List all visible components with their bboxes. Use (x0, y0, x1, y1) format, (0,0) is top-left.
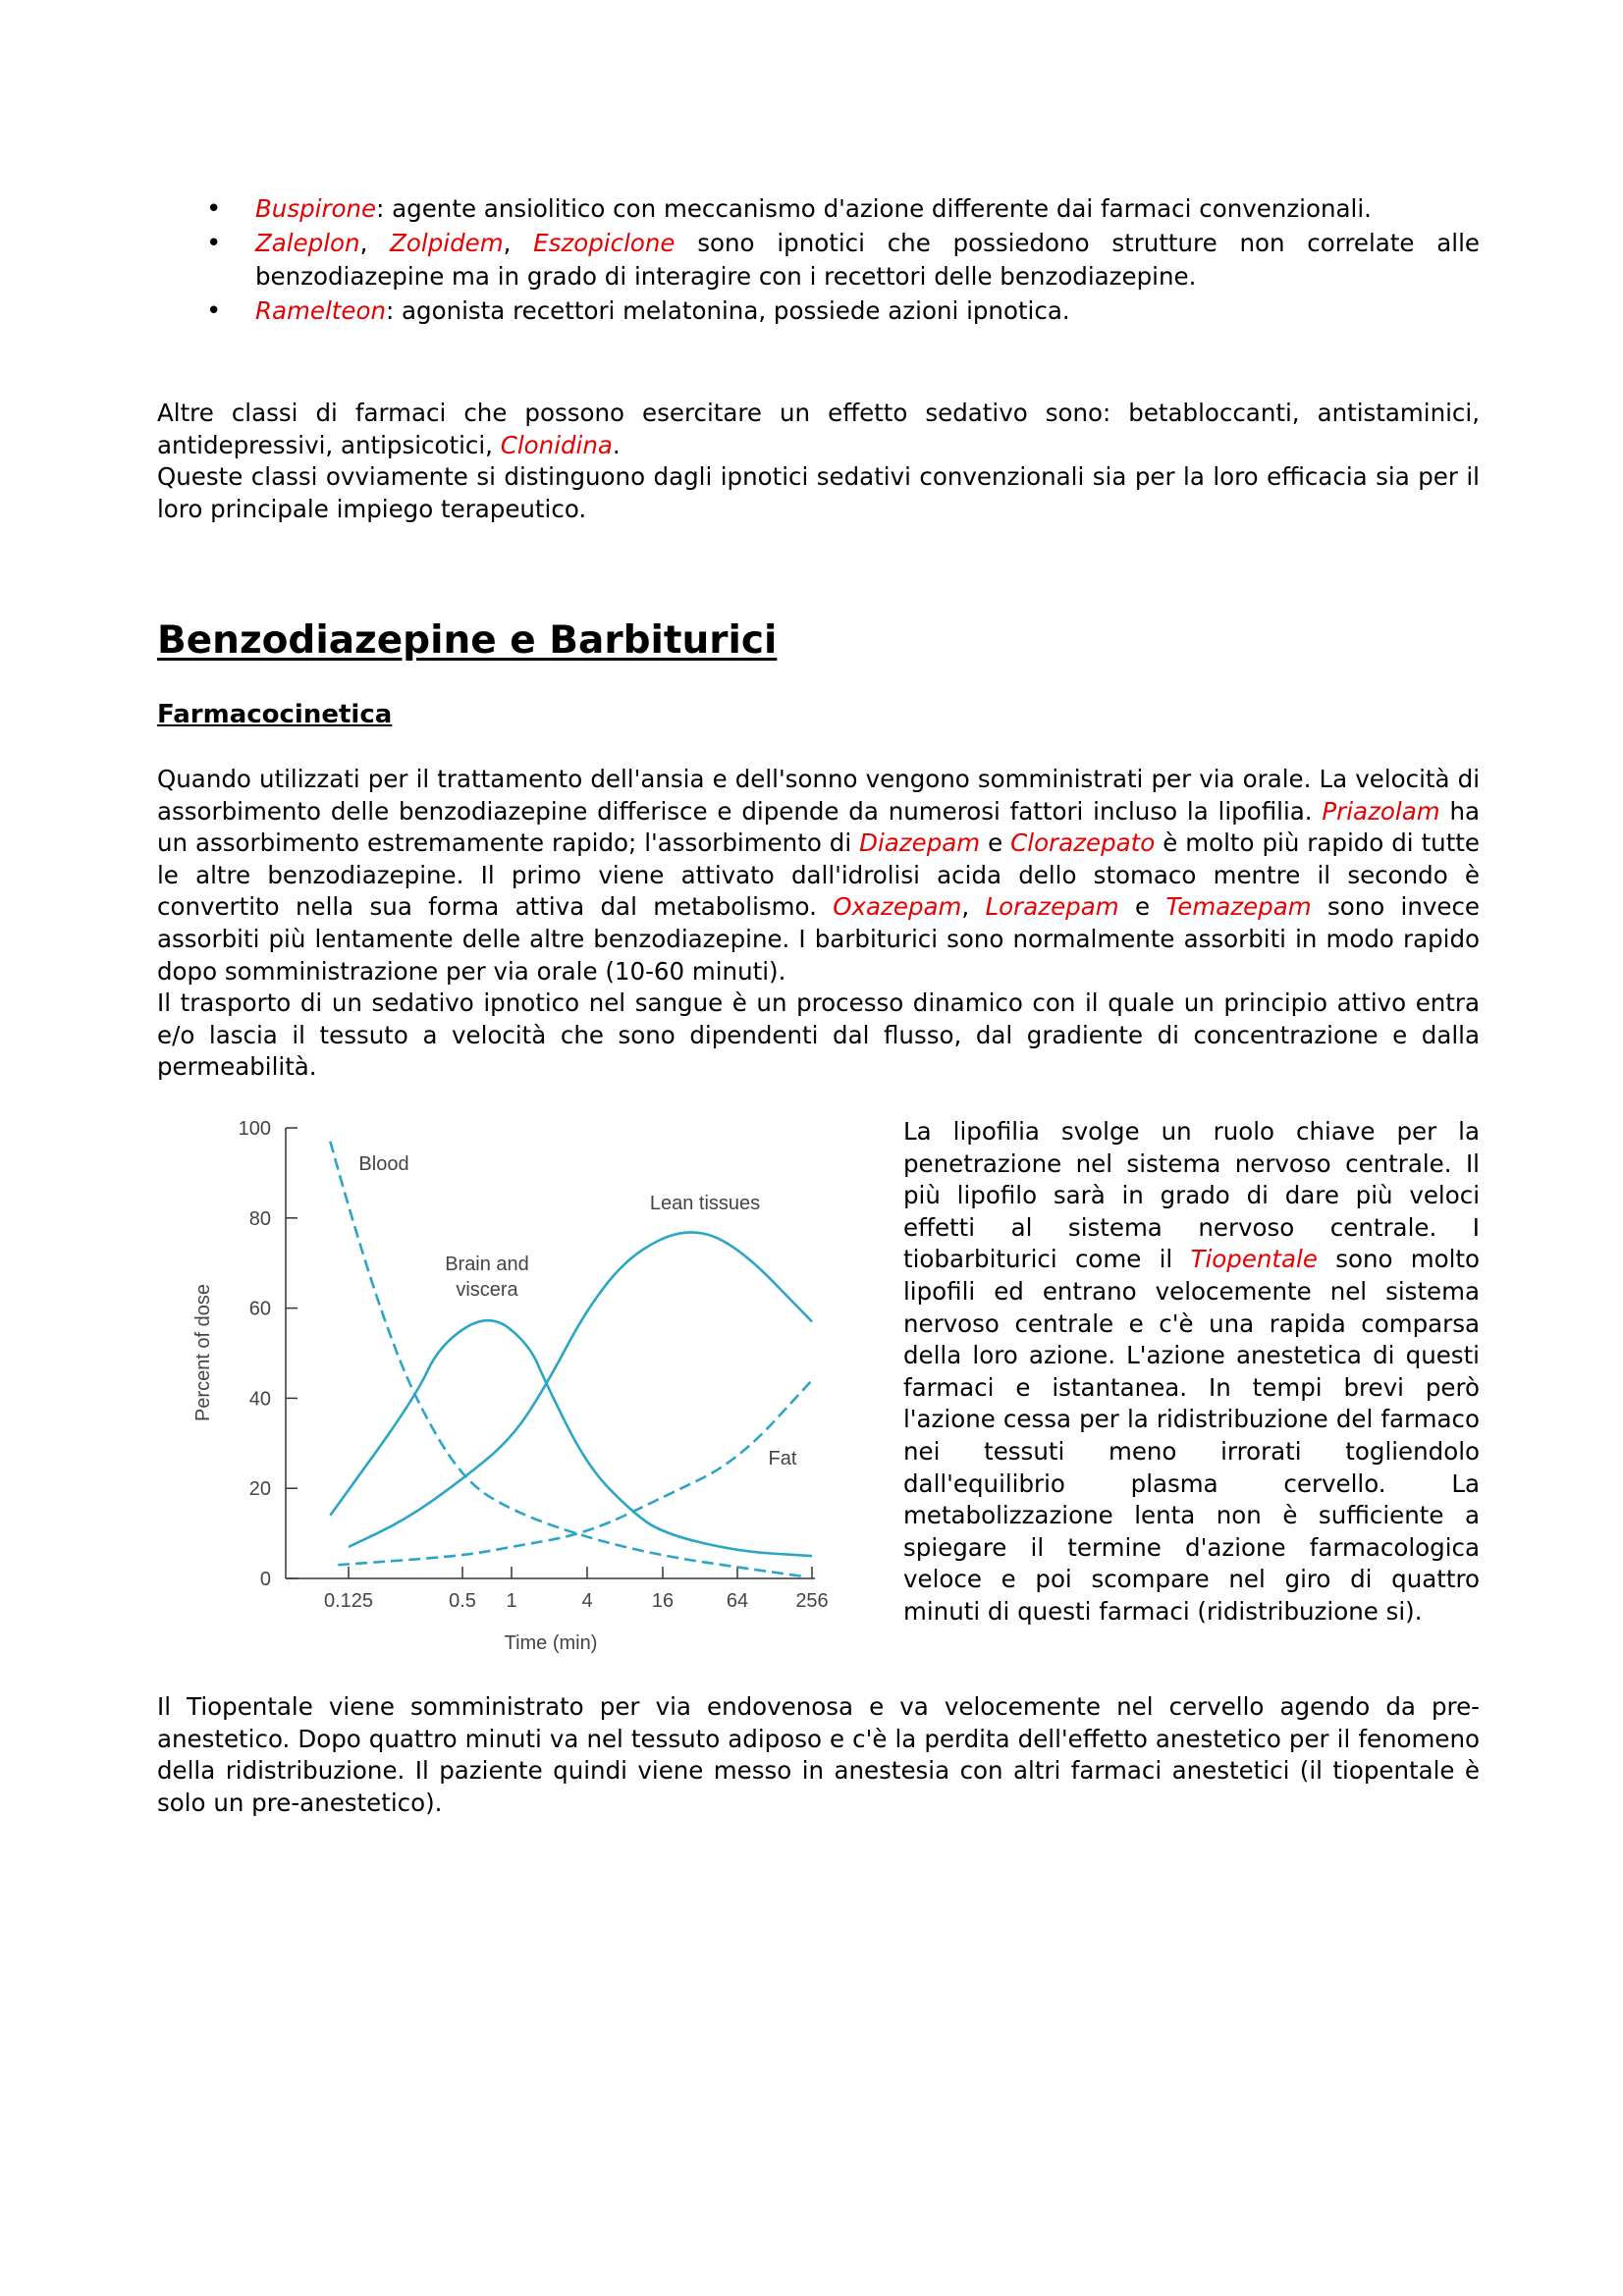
drug-name: Oxazepam (833, 892, 962, 922)
drug-name: Tiopentale (1190, 1245, 1318, 1274)
text-segment: Quando utilizzati per il trattamento dell'ansia e dell'sonno vengono somministrati per via orale. La velocità di assorbimento delle benzodiazepine differisce e dipende da numerosi fattori incluso la lipofilia. (157, 765, 1480, 826)
series-label: viscera (456, 1279, 518, 1301)
text-segment: è molto più rapido di tutte le altre benzodiazepine. Il primo viene attivato dall'idrolisi acida dello stomaco mentre il secondo è convertito nella sua forma attiva dal metabolismo. (157, 828, 1480, 922)
series-label: Lean tissues (649, 1193, 761, 1214)
paragraph (157, 1691, 1480, 1819)
drug-name: Lorazepam (985, 892, 1119, 922)
x-tick-label: 1 (506, 1590, 517, 1612)
text-segment: : agonista recettori melatonina, possiede azioni ipnotica. (385, 295, 1070, 325)
y-tick-label: 20 (248, 1478, 271, 1501)
x-tick-label: 64 (726, 1590, 749, 1612)
closing-paragraph (157, 1691, 1480, 1819)
paragraph (903, 1116, 1480, 1629)
bullet-item (157, 227, 1480, 294)
drug-name: Diazepam (859, 828, 981, 858)
text-segment: sono ipnotici che possiedono strutture non correlate alle benzodiazepine ma in grado di interagire con i recettori delle benzodiazepine. (255, 228, 1480, 291)
paragraph (157, 988, 1480, 1084)
series-label: Brain and (445, 1254, 529, 1275)
text-segment: e (980, 828, 1011, 858)
text-segment: Il Tiopentale viene somministrato per via endovenosa e va velocemente nel cervello agendo da pre-anestetico. Dopo quattro minuti va nel tessuto adiposo e c'è la perdita dell'effetto anestetico per il fenomeno della ridistribuzione. Il paziente quindi viene messo in anestesia con altri farmaci anestetici (il tiopentale è solo un pre-anestetico). (157, 1692, 1480, 1817)
text-segment: : agente ansiolitico con meccanismo d'azione differente dai farmaci convenzionali. (376, 194, 1372, 223)
drug-name: Eszopiclone (533, 228, 676, 257)
paragraph (157, 461, 1480, 525)
drug-name: Zolpidem (390, 228, 504, 257)
text-segment: sono invece assorbiti più lentamente delle altre benzodiazepine. I barbiturici sono normalmente assorbiti in modo rapido dopo somministrazione per via orale (10-60 minuti). (157, 892, 1480, 986)
bullet-item (157, 192, 1480, 227)
text-segment: , (503, 228, 534, 257)
subsection-title: Farmacocinetica (157, 700, 393, 729)
series-label: Blood (358, 1153, 409, 1175)
paragraph (157, 764, 1480, 988)
drug-bullet-list (157, 192, 1480, 328)
text-segment: sono molto lipofili ed entrano velocemente nel sistema nervoso centrale e c'è una rapida comparsa della loro azione. L'azione anestetica di questi farmaci e istantanea. In tempi brevi però l'azione cessa per la ridistribuzione del farmaco nei tessuti meno irrorati togliendolo dall'equilibrio plasma cervello. La metabolizzazione lenta non è sufficiente a spiegare il termine d'azione farmacologica veloce e poi scompare nel giro di quattro minuti di questi farmaci (ridistribuzione si). (903, 1245, 1480, 1626)
side-paragraph (903, 1116, 1480, 1629)
drug-name: Temazepam (1165, 892, 1312, 922)
intro-paragraphs (157, 398, 1480, 525)
text-segment: . (612, 430, 621, 459)
text-segment: La lipofilia svolge un ruolo chiave per la penetrazione nel sistema nervoso centrale. Il più lipofilo sarà in grado di dare più veloci effetti al sistema nervoso centrale. I tiobarbiturici come il (903, 1117, 1480, 1274)
y-axis-label: Percent of dose (192, 1283, 214, 1422)
x-axis-label: Time (min) (504, 1632, 598, 1654)
text-segment: Queste classi ovviamente si distinguono dagli ipnotici sedativi convenzionali sia per la loro efficacia sia per il loro principale impiego terapeutico. (157, 462, 1480, 523)
drug-name: Clorazepato (1010, 828, 1156, 858)
y-tick-label: 40 (248, 1388, 271, 1411)
drug-name: Clonidina (500, 430, 613, 459)
body-paragraphs (157, 764, 1480, 1084)
distribution-chart (177, 1109, 864, 1698)
paragraph (157, 398, 1480, 461)
series-line-fat (338, 1380, 812, 1565)
y-tick-label: 100 (238, 1118, 271, 1140)
drug-name: Ramelteon (255, 295, 386, 325)
drug-name: Zaleplon (255, 228, 360, 257)
y-tick-label: 80 (248, 1207, 271, 1230)
drug-name: Priazolam (1322, 796, 1440, 826)
text-segment: e (1118, 892, 1166, 922)
x-tick-label: 16 (651, 1590, 675, 1612)
y-tick-label: 60 (248, 1298, 271, 1320)
text-segment: , (359, 228, 391, 257)
x-tick-label: 256 (795, 1590, 829, 1612)
x-tick-label: 0.125 (323, 1590, 374, 1612)
series-label: Fat (768, 1448, 797, 1469)
bullet-item (157, 294, 1480, 329)
x-tick-label: 4 (581, 1590, 593, 1612)
section-title: Benzodiazepine e Barbiturici (157, 618, 778, 663)
text-segment: ha un assorbimento estremamente rapido; l'assorbimento di (157, 796, 1480, 858)
text-segment: , (961, 892, 986, 922)
text-segment: Altre classi di farmaci che possono esercitare un effetto sedativo sono: betabloccanti, antistaminici, antidepressivi, antipsicotici, (157, 399, 1480, 459)
y-tick-label: 0 (259, 1569, 271, 1590)
drug-name: Buspirone (255, 194, 377, 223)
text-segment: Il trasporto di un sedativo ipnotico nel sangue è un processo dinamico con il quale un principio attivo entra e/o lascia il tessuto a velocità che sono dipendenti dal flusso, dal gradiente di concentrazione e dalla permeabilità. (157, 988, 1480, 1082)
x-tick-label: 0.5 (449, 1590, 476, 1612)
